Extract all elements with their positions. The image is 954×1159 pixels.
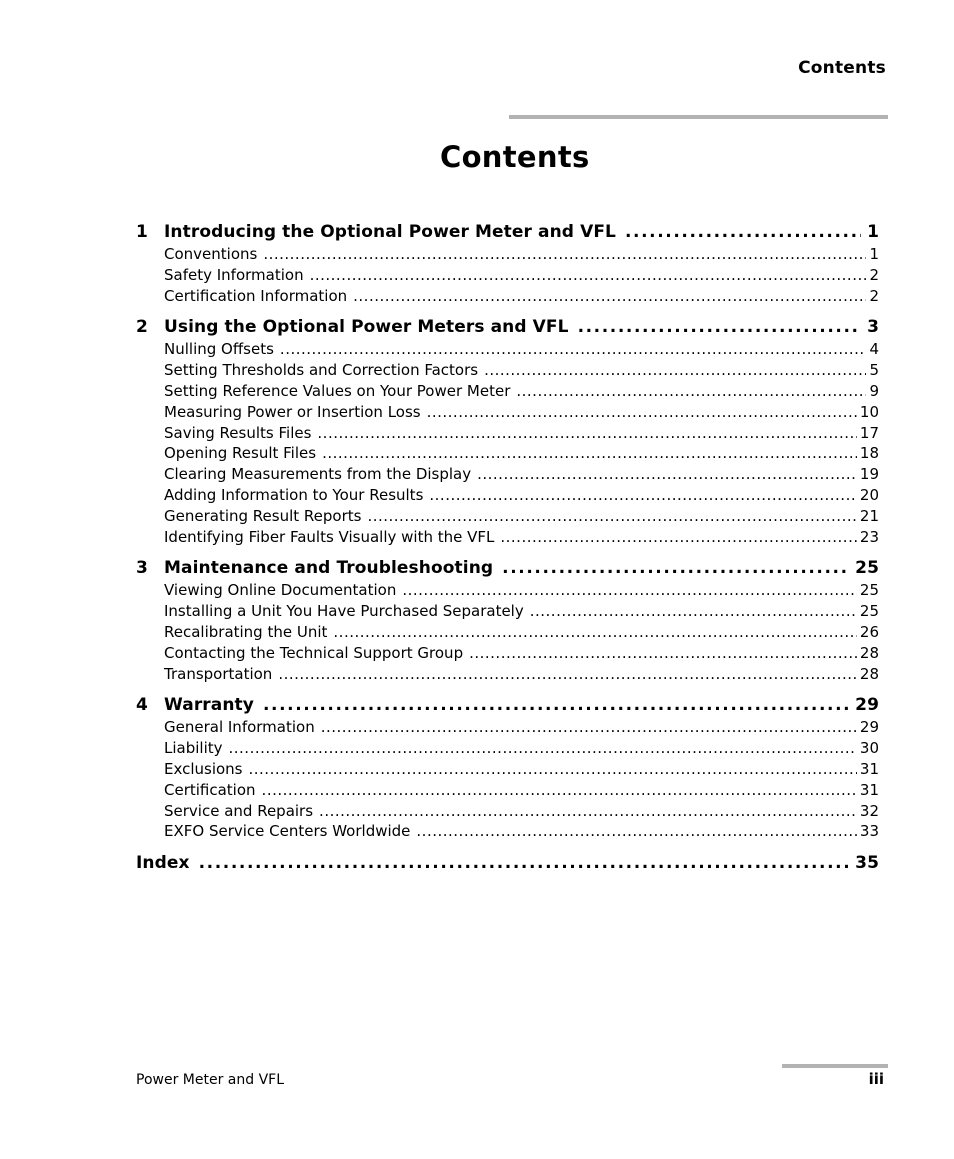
toc-section-entry[interactable]	[136, 443, 879, 464]
chapter-number: 1	[136, 222, 148, 242]
section-title: Opening Result Files	[164, 444, 317, 463]
section-page-number: 31	[859, 759, 879, 778]
page-title: Contents	[440, 140, 590, 174]
section-title: Safety Information	[164, 265, 304, 284]
section-title: Liability	[164, 739, 223, 758]
dot-leader	[402, 580, 857, 601]
dot-leader	[263, 244, 866, 265]
section-page-number: 19	[859, 465, 879, 484]
index-title: Index	[136, 853, 190, 874]
section-page-number: 31	[859, 780, 879, 799]
dot-leader	[322, 443, 857, 464]
toc-section-entry[interactable]	[136, 464, 879, 485]
chapter-page-number: 25	[855, 558, 879, 579]
section-page-number: 4	[869, 340, 879, 359]
toc-section-entry[interactable]	[136, 286, 879, 307]
section-page-number: 2	[869, 265, 879, 284]
dot-leader	[578, 315, 862, 339]
toc-chapter	[136, 556, 879, 684]
toc-section-entry[interactable]	[136, 622, 879, 643]
dot-leader	[625, 220, 861, 244]
section-title: Setting Reference Values on Your Power Meter	[164, 381, 511, 400]
chapter-title: Maintenance and Troubleshooting	[164, 558, 494, 579]
toc-section-entry[interactable]	[136, 265, 879, 286]
toc-chapter	[136, 220, 879, 306]
section-title: Identifying Fiber Faults Visually with the VFL	[164, 527, 495, 546]
section-page-number: 25	[859, 581, 879, 600]
toc-chapter-entry[interactable]	[136, 556, 879, 580]
chapter-number: 2	[136, 317, 148, 338]
section-title: Certification Information	[164, 286, 348, 305]
section-title: Clearing Measurements from the Display	[164, 465, 472, 484]
section-page-number: 9	[869, 381, 879, 400]
dot-leader	[278, 664, 857, 685]
section-title: Exclusions	[164, 759, 243, 778]
section-title: General Information	[164, 718, 315, 737]
dot-leader	[484, 360, 866, 381]
toc-section-entry[interactable]	[136, 423, 879, 444]
toc-chapter	[136, 693, 879, 842]
toc-section-entry[interactable]	[136, 717, 879, 738]
section-title: Nulling Offsets	[164, 340, 274, 359]
dot-leader	[229, 738, 857, 759]
section-page-number: 26	[859, 622, 879, 641]
section-page-number: 29	[859, 718, 879, 737]
footer-product-name: Power Meter and VFL	[136, 1072, 284, 1088]
section-page-number: 30	[859, 739, 879, 758]
section-page-number: 33	[859, 822, 879, 841]
chapter-title: Using the Optional Power Meters and VFL	[164, 317, 569, 338]
section-title: Recalibrating the Unit	[164, 622, 328, 641]
toc-chapter	[136, 315, 879, 547]
section-title: Setting Thresholds and Correction Factors	[164, 361, 479, 380]
section-title: Transportation	[164, 664, 273, 683]
section-title: Service and Repairs	[164, 801, 314, 820]
dot-leader	[469, 643, 857, 664]
toc-chapter-entry[interactable]	[136, 220, 879, 244]
toc-section-entry[interactable]	[136, 643, 879, 664]
toc-index-entry[interactable]	[136, 851, 879, 875]
footer-page-number: iii	[868, 1070, 884, 1088]
header-rule	[509, 115, 888, 119]
dot-leader	[502, 556, 849, 580]
chapter-number: 4	[136, 695, 148, 716]
running-head-title: Contents	[798, 58, 886, 78]
section-title: Certification	[164, 780, 256, 799]
chapter-title: Introducing the Optional Power Meter and VFL	[164, 222, 616, 242]
toc-chapter-entry[interactable]	[136, 315, 879, 339]
toc-chapter-entry[interactable]	[136, 693, 879, 717]
dot-leader	[416, 821, 857, 842]
dot-leader	[367, 506, 856, 527]
toc-section-entry[interactable]	[136, 664, 879, 685]
table-of-contents	[136, 220, 879, 884]
toc-section-entry[interactable]	[136, 360, 879, 381]
section-page-number: 28	[859, 664, 879, 683]
dot-leader	[310, 265, 867, 286]
dot-leader	[530, 601, 857, 622]
section-title: Measuring Power or Insertion Loss	[164, 402, 421, 421]
toc-section-entry[interactable]	[136, 580, 879, 601]
toc-section-entry[interactable]	[136, 780, 879, 801]
chapter-page-number: 29	[855, 695, 879, 716]
toc-section-entry[interactable]	[136, 506, 879, 527]
toc-section-entry[interactable]	[136, 402, 879, 423]
section-title: Contacting the Technical Support Group	[164, 643, 464, 662]
toc-section-entry[interactable]	[136, 738, 879, 759]
section-page-number: 32	[859, 801, 879, 820]
section-title: Generating Result Reports	[164, 506, 362, 525]
toc-section-entry[interactable]	[136, 485, 879, 506]
dot-leader	[317, 423, 857, 444]
section-page-number: 18	[859, 444, 879, 463]
dot-leader	[516, 381, 866, 402]
section-page-number: 20	[859, 485, 879, 504]
section-title: Installing a Unit You Have Purchased Separately	[164, 602, 524, 621]
section-page-number: 17	[859, 423, 879, 442]
toc-section-entry[interactable]	[136, 821, 879, 842]
toc-index	[136, 851, 879, 875]
chapter-page-number: 1	[867, 222, 879, 242]
section-page-number: 2	[869, 286, 879, 305]
dot-leader	[319, 801, 857, 822]
toc-section-entry[interactable]	[136, 244, 879, 265]
toc-section-entry[interactable]	[136, 527, 879, 548]
dot-leader	[262, 780, 857, 801]
index-page-number: 35	[855, 853, 879, 874]
dot-leader	[500, 527, 857, 548]
chapter-title: Warranty	[164, 695, 254, 716]
section-title: Adding Information to Your Results	[164, 485, 424, 504]
toc-section-entry[interactable]	[136, 601, 879, 622]
section-page-number: 5	[869, 361, 879, 380]
dot-leader	[333, 622, 857, 643]
dot-leader	[353, 286, 866, 307]
section-page-number: 1	[869, 245, 879, 263]
footer-rule	[782, 1064, 888, 1068]
toc-section-entry[interactable]	[136, 339, 879, 360]
section-page-number: 23	[859, 527, 879, 546]
dot-leader	[429, 485, 857, 506]
toc-section-entry[interactable]	[136, 801, 879, 822]
chapter-number: 3	[136, 558, 148, 579]
toc-section-entry[interactable]	[136, 759, 879, 780]
dot-leader	[263, 693, 849, 717]
dot-leader	[477, 464, 857, 485]
section-page-number: 10	[859, 402, 879, 421]
section-title: Viewing Online Documentation	[164, 581, 397, 600]
dot-leader	[280, 339, 867, 360]
section-page-number: 21	[859, 506, 879, 525]
dot-leader	[427, 402, 857, 423]
dot-leader	[321, 717, 857, 738]
section-page-number: 28	[859, 643, 879, 662]
toc-section-entry[interactable]	[136, 381, 879, 402]
dot-leader	[249, 759, 857, 780]
section-title: Saving Results Files	[164, 423, 312, 442]
dot-leader	[199, 851, 850, 875]
section-title: EXFO Service Centers Worldwide	[164, 822, 411, 841]
chapter-page-number: 3	[867, 317, 879, 338]
section-page-number: 25	[859, 602, 879, 621]
section-title: Conventions	[164, 245, 258, 263]
